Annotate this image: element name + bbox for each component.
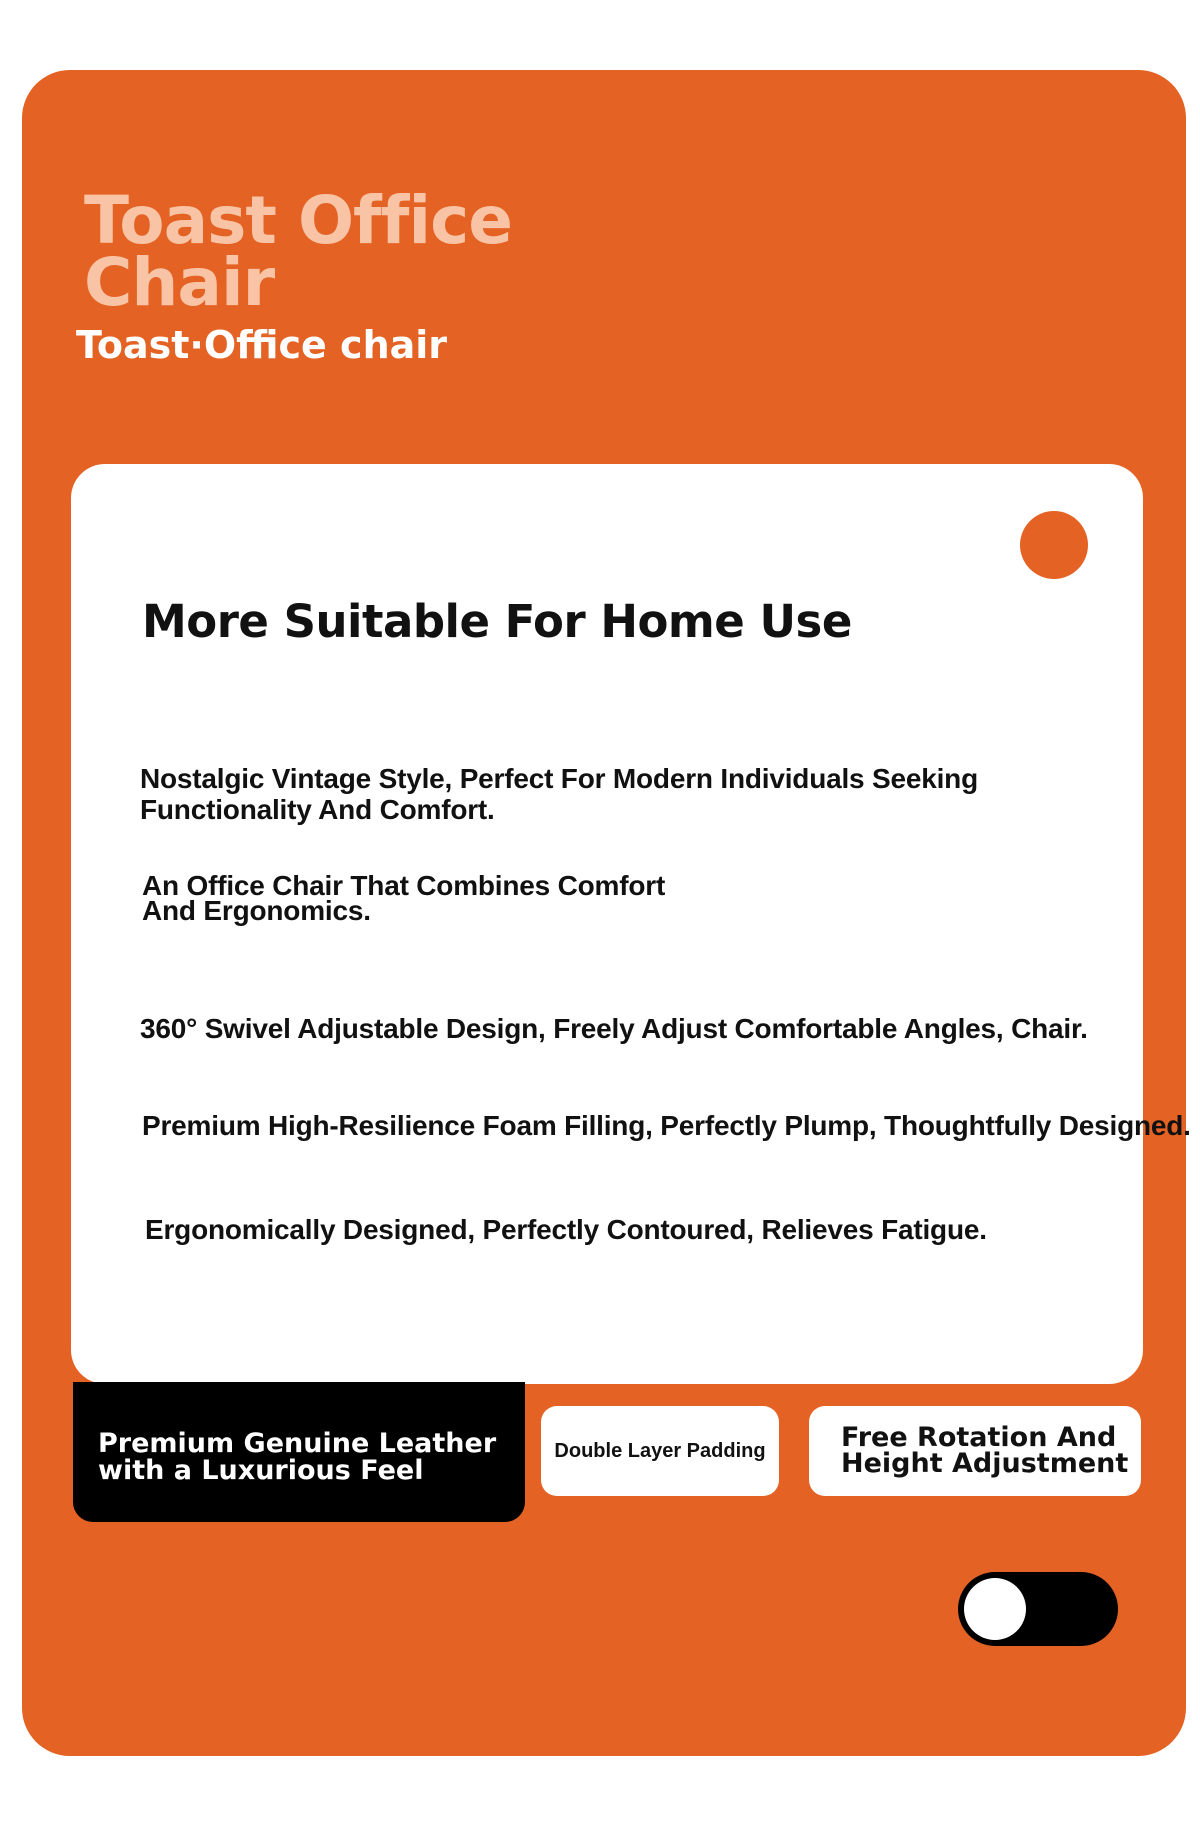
tag-free-rotation-label: Free Rotation And Height Adjustment [841, 1422, 1129, 1479]
feature-item: 360° Swivel Adjustable Design, Freely Adjust Comfortable Angles, Chair. [140, 1013, 1088, 1044]
feature-item: Nostalgic Vintage Style, Perfect For Modern Individuals Seeking Functionality And Comfort. [140, 763, 978, 825]
toggle-knob [964, 1578, 1026, 1640]
toggle-switch[interactable] [958, 1572, 1118, 1646]
accent-dot [1020, 511, 1088, 579]
tag-double-layer-padding-label: Double Layer Padding [554, 1439, 766, 1462]
tag-free-rotation [809, 1406, 1141, 1496]
feature-item: Ergonomically Designed, Perfectly Contoured, Relieves Fatigue. [145, 1214, 987, 1245]
feature-item: An Office Chair That Combines Comfort And Ergonomics. [142, 870, 666, 926]
product-subtitle: Toast·Office chair [76, 323, 448, 367]
tag-genuine-leather-label: Premium Genuine Leather with a Luxurious Feel [98, 1428, 497, 1486]
panel-heading: More Suitable For Home Use [142, 595, 852, 648]
product-title: Toast Office Chair [84, 182, 512, 321]
feature-item: Premium High-Resilience Foam Filling, Perfectly Plump, Thoughtfully Designed. [142, 1110, 1191, 1141]
tag-double-layer-padding [541, 1406, 779, 1496]
